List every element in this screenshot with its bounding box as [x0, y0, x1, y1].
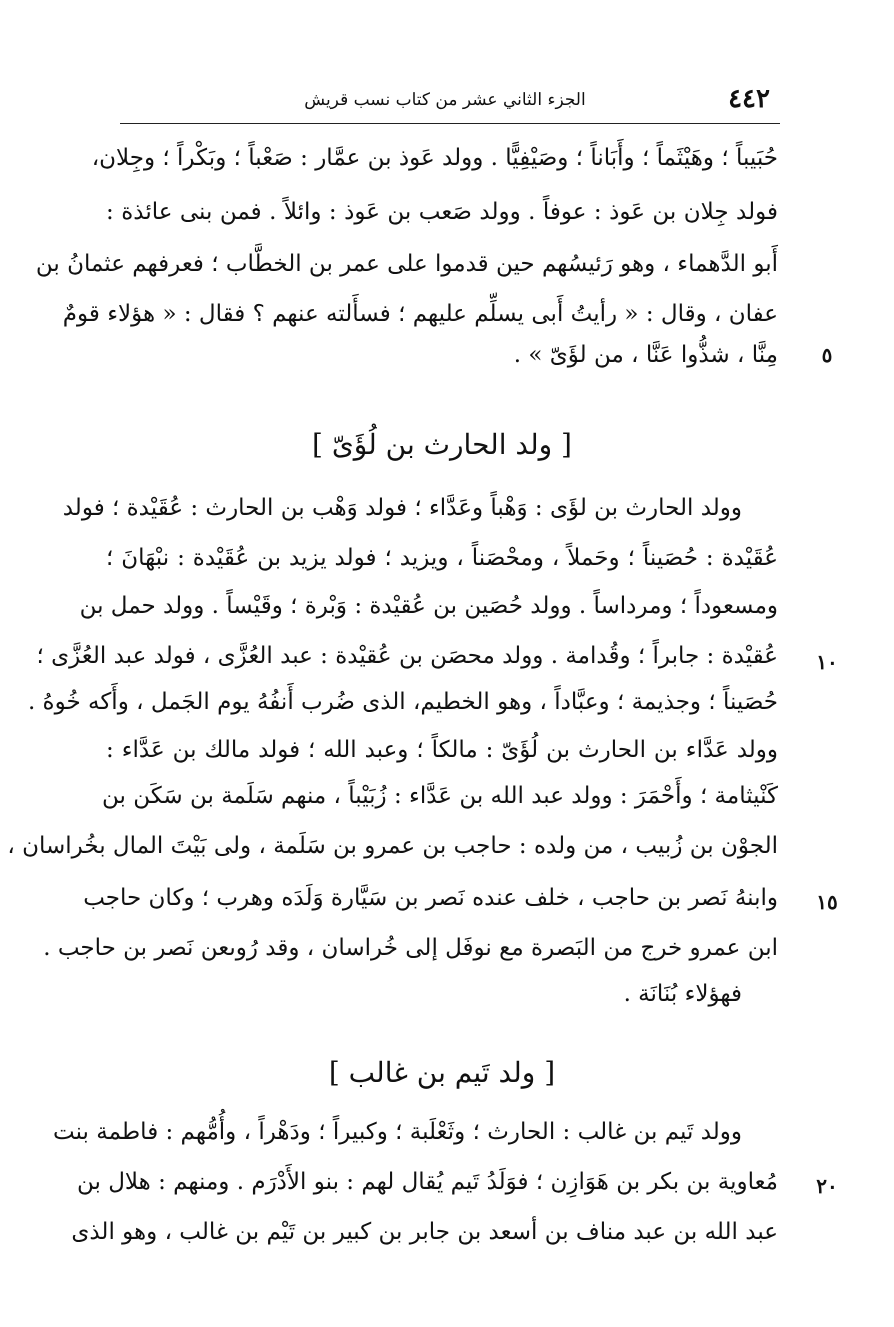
- text-line: حُصَيناً ؛ وجذيمة ؛ وعبَّاداً ، وهو الخطيم، الذى ضُرب أَنفُهُ يوم الجَمل ، وأَكه خُوهُ .: [27, 689, 778, 715]
- line-number: ١٠: [816, 650, 838, 674]
- section-heading: [ ولد تَيم بن غالب ]: [328, 1056, 556, 1089]
- text-line: وولد الحارث بن لؤَى : وَهْباً وعَدَّاء ؛ فولد وَهْب بن الحارث : عُقَيْدة ؛ فولد: [62, 495, 742, 521]
- text-line: فولد جِلان بن عَوذ : عوفاً . وولد صَعب بن عَوذ : وائلاً . فمن بنى عائذة :: [106, 199, 778, 225]
- text-line: فهؤلاء بُنَانَة .: [623, 981, 742, 1007]
- text-line: مِنَّا ، شذُّوا عَنَّا ، من لؤَىّ » .: [513, 342, 778, 368]
- text-line: وولد عَدَّاء بن الحارث بن لُؤَىّ : مالكاً ؛ وعبد الله ؛ فولد مالك بن عَدَّاء :: [106, 737, 778, 763]
- text-line: ابن عمرو خرج من البَصرة مع نوفَل إلى خُراسان ، وقد رُوىعن نَصر بن حاجب .: [43, 935, 778, 961]
- text-line: عفان ، وقال : « رأيتُ أَبى يسلِّم عليهم ؛ فسأَلته عنهم ؟ فقال : « هؤلاء قومٌ: [62, 301, 778, 327]
- section-heading: [ ولد الحارث بن لُؤَىّ ]: [312, 428, 572, 461]
- text-line: عُقيْدة : جابراً ؛ وقُدامة . وولد محصَن بن عُقيْدة : عبد العُزَّى ، فولد عبد العُزَّى ؛: [36, 643, 778, 669]
- text-line: وابنهُ نَصر بن حاجب ، خلف عنده نَصر بن سَيَّارة وَلَدَه وهرب ؛ وكان حاجب: [83, 885, 778, 911]
- page-number: ٤٤٢: [728, 84, 770, 114]
- page-header: [120, 84, 770, 124]
- header-rule: [120, 123, 780, 124]
- text-line: وولد تَيم بن غالب : الحارث ؛ وثَعْلَبة ؛ وكبيراً ؛ ودَهْراً ، وأُمُّهم : فاطمة بنت: [53, 1119, 742, 1145]
- text-line: حُبَيباً ؛ وهَيْثَماً ؛ وأَبَاناً ؛ وصَيْفِيًّا . وولد عَوذ بن عمَّار : صَعْباً ؛ وبَكْراً ؛ وجِلان،: [91, 145, 778, 171]
- text-line: أَبو الدَّهماء ، وهو رَئيسُهم حين قدموا على عمر بن الخطَّاب ؛ فعرفهم عثمانُ بن: [35, 251, 778, 277]
- text-line: ومسعوداً ؛ ومرداساً . وولد حُصَين بن عُقيْدة : وَبْرة ؛ وقَيْساً . وولد حمل بن: [79, 593, 778, 619]
- line-number: ١٥: [816, 890, 838, 914]
- running-title: الجزء الثاني عشر من كتاب نسب قريش: [304, 90, 586, 110]
- text-line: عُقَيْدة : حُصَيناً ؛ وحَملاً ، ومحْصَناً ، ويزيد ؛ فولد يزيد بن عُقَيْدة : نبْهَانَ ؛: [106, 545, 778, 571]
- text-line: عبد الله بن عبد مناف بن أسعد بن جابر بن كبير بن تَيْم بن غالب ، وهو الذى: [71, 1219, 778, 1245]
- text-line: الجوْن بن زُبيب ، من ولده : حاجب بن عمرو بن سَلَمة ، ولى بَيْتَ المال بخُراسان ،: [7, 833, 778, 859]
- text-line: كَنْيثامة ؛ وأَحْمَرَ : وولد عبد الله بن عَدَّاء : زُبَيْباً ، منهم سَلَمة بن سَكَن بن: [101, 783, 778, 809]
- line-number: ٥: [821, 343, 833, 367]
- text-line: مُعاوية بن بكر بن هَوَازِن ؛ فوَلَدُ تَيم يُقال لهم : بنو الأَدْرَم . ومنهم : هلال بن: [76, 1169, 778, 1195]
- line-number: ٢٠: [816, 1174, 838, 1198]
